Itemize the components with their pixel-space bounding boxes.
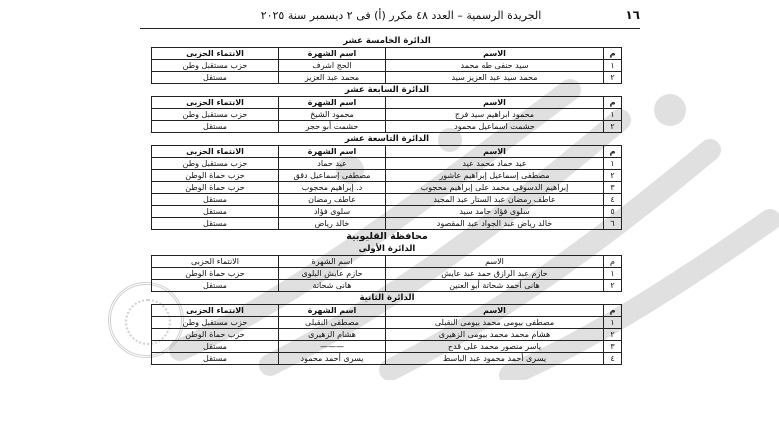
cell-party: مستقل — [152, 194, 279, 206]
col-header-name: الاسم — [386, 48, 604, 60]
cell-name: سيد حنفى طه محمد — [386, 60, 604, 72]
cell-name: حازم عبد الرازق حمد عبد عايش — [386, 268, 604, 280]
col-header-num: م — [604, 305, 622, 317]
gazette-title: الجريدة الرسمية – العدد ٤٨ مكرر (أ) فى ٢ ديسمبر سنة ٢٠٢٥ — [260, 9, 542, 22]
cell-party: حزب حماة الوطن — [152, 170, 279, 182]
table-header-row — [152, 48, 622, 60]
col-header-party: الانتماء الحزبى — [152, 305, 279, 317]
col-header-party: الانتماء الحزبى — [152, 146, 279, 158]
cell-fame: محمد عبد العزيز — [279, 72, 386, 84]
cell-party: حزب مستقبل وطن — [152, 60, 279, 72]
table-row — [152, 329, 622, 341]
cell-fame: مصطفى إسماعيل دقق — [279, 170, 386, 182]
cell-fame: سلوى فؤاد — [279, 206, 386, 218]
page-number: ١٦ — [625, 8, 640, 22]
cell-num: ١ — [604, 268, 622, 280]
cell-fame: محمود الشيخ — [279, 109, 386, 121]
cell-num: ١ — [604, 158, 622, 170]
cell-fame: يسرى أحمد محمود — [279, 353, 386, 365]
cell-fame: ——— — [279, 341, 386, 353]
cell-num: ٥ — [604, 206, 622, 218]
cell-name: محمد سيد عبد العزيز سيد — [386, 72, 604, 84]
cell-num: ١ — [604, 317, 622, 329]
cell-fame: د. إبراهيم محجوب — [279, 182, 386, 194]
col-header-num: م — [604, 48, 622, 60]
cell-fame: الحج اشرف — [279, 60, 386, 72]
table-row — [152, 158, 622, 170]
col-header-fame: اسم الشهرة — [279, 256, 386, 268]
cell-fame: هشام الزهيرى — [279, 329, 386, 341]
table-row — [152, 194, 622, 206]
cell-name: محمود ابراهيم سيد فرج — [386, 109, 604, 121]
cell-fame: خالد رياض — [279, 218, 386, 230]
table-row — [152, 72, 622, 84]
cell-name: حشمت اسماعيل محمود — [386, 121, 604, 133]
cell-num: ٢ — [604, 170, 622, 182]
cell-name: سلوى فؤاد حامد سيد — [386, 206, 604, 218]
district-title: الدائرة السابعة عشر — [344, 85, 430, 95]
candidates-content — [152, 35, 622, 365]
table-row — [152, 109, 622, 121]
col-header-name: الاسم — [386, 97, 604, 109]
cell-num: ٢ — [604, 121, 622, 133]
table-row — [152, 60, 622, 72]
cell-num: ٣ — [604, 182, 622, 194]
candidates-table — [151, 145, 622, 230]
cell-party: مستقل — [152, 121, 279, 133]
table-row — [152, 218, 622, 230]
cell-num: ١ — [604, 60, 622, 72]
cell-name: إبراهيم الدسوقى محمد على إبراهيم محجوب — [386, 182, 604, 194]
cell-fame: حازم عايش البلوى — [279, 268, 386, 280]
cell-name: هانى أحمد شحاتة أبو العنين — [386, 280, 604, 292]
page-header — [140, 6, 640, 26]
cell-num: ٢ — [604, 329, 622, 341]
table-row — [152, 353, 622, 365]
cell-num: ٢ — [604, 280, 622, 292]
col-header-name: الاسم — [386, 146, 604, 158]
district-title: الدائرة الخامسة عشر — [343, 36, 431, 46]
candidates-table — [151, 255, 622, 292]
cell-party: مستقل — [152, 280, 279, 292]
col-header-num: م — [604, 97, 622, 109]
cell-party: مستقل — [152, 218, 279, 230]
cell-fame: هانى شحاتة — [279, 280, 386, 292]
cell-name: خالد رياض عبد الجواد عبد المقصود — [386, 218, 604, 230]
cell-name: عاطف رمضان عبد الستار عبد المجيد — [386, 194, 604, 206]
candidates-table — [151, 96, 622, 133]
cell-party: مستقل — [152, 206, 279, 218]
cell-name: مصطفى بيومى محمد بيومى النقيلى — [386, 317, 604, 329]
cell-party: حزب حماة الوطن — [152, 182, 279, 194]
col-header-name: الاسم — [386, 305, 604, 317]
cell-name: عيد حماد محمد عيد — [386, 158, 604, 170]
table-row — [152, 206, 622, 218]
governorate-title: محافظة القليوبية — [346, 231, 428, 242]
col-header-fame: اسم الشهرة — [279, 146, 386, 158]
table-header-row — [152, 305, 622, 317]
cell-fame: حشمت أبو حجر — [279, 121, 386, 133]
cell-num: ٤ — [604, 194, 622, 206]
cell-name: مصطفى إسماعيل إبراهيم عاشور — [386, 170, 604, 182]
cell-num: ٤ — [604, 353, 622, 365]
table-row — [152, 121, 622, 133]
cell-fame: عاطف رمضان — [279, 194, 386, 206]
col-header-party: الانتماء الحزبى — [152, 97, 279, 109]
cell-party: حزب مستقبل وطن — [152, 317, 279, 329]
table-row — [152, 170, 622, 182]
cell-party: حزب مستقبل وطن — [152, 109, 279, 121]
cell-fame: مصطفى النقيلى — [279, 317, 386, 329]
col-header-fame: اسم الشهرة — [279, 305, 386, 317]
cell-party: حزب مستقبل وطن — [152, 158, 279, 170]
district-title: الدائرة الثانية — [359, 293, 415, 303]
cell-party: مستقل — [152, 341, 279, 353]
col-header-name: الاسم — [386, 256, 604, 268]
table-header-row — [152, 97, 622, 109]
col-header-num: م — [604, 256, 622, 268]
table-header-row — [152, 256, 622, 268]
table-row — [152, 341, 622, 353]
district-title: الدائرة التاسعة عشر — [344, 134, 430, 144]
cell-party: حزب حماة الوطن — [152, 329, 279, 341]
table-row — [152, 317, 622, 329]
cell-party: مستقل — [152, 72, 279, 84]
cell-num: ١ — [604, 109, 622, 121]
cell-num: ٢ — [604, 72, 622, 84]
cell-fame: عيد حماد — [279, 158, 386, 170]
col-header-num: م — [604, 146, 622, 158]
header-rule — [140, 28, 640, 29]
table-header-row — [152, 146, 622, 158]
candidates-table — [151, 304, 622, 365]
col-header-party: الانتماء الحزبى — [152, 48, 279, 60]
table-row — [152, 182, 622, 194]
col-header-party: الانتماء الحزبى — [152, 256, 279, 268]
cell-num: ٦ — [604, 218, 622, 230]
table-row — [152, 268, 622, 280]
col-header-fame: اسم الشهرة — [279, 48, 386, 60]
cell-name: هشام محمد محمد بيومى الزهيرى — [386, 329, 604, 341]
cell-party: حزب حماة الوطن — [152, 268, 279, 280]
cell-name: يسرى أحمد محمود عبد الباسط — [386, 353, 604, 365]
table-row — [152, 280, 622, 292]
district-title: الدائرة الأولى — [358, 244, 416, 254]
candidates-table — [151, 47, 622, 84]
cell-party: مستقل — [152, 353, 279, 365]
cell-name: ياسر منصور محمد على قدح — [386, 341, 604, 353]
cell-num: ٣ — [604, 341, 622, 353]
col-header-fame: اسم الشهرة — [279, 97, 386, 109]
